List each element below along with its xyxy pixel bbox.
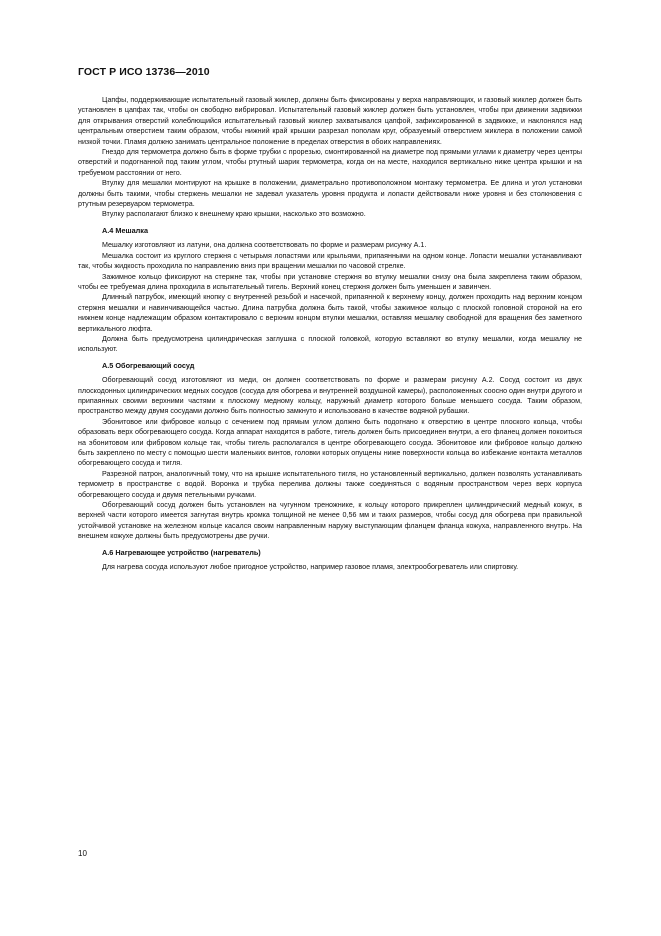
paragraph: Длинный патрубок, имеющий кнопку с внутренней резьбой и насечкой, припаянной к верхнему концу, должен проходить над верхним концом стержня мешалки и навинчивающейся частью. Длина патрубка должна быть такой, чтобы зажимное кольцо с плоской головной стороной на его нижнем конце надлежащим образом контактировало с верхним концом втулки мешалки, оставляя мешалку свободной для вращения без заметного вертикального люфта.: [78, 293, 582, 333]
section-heading-a6: А.6 Нагревающее устройство (нагреватель): [102, 547, 261, 557]
paragraph: Втулку для мешалки монтируют на крышке в положении, диаметрально противоположном монтажу термометра. Ее длина и угол установки должны быть такими, чтобы стержень мешалки не задевал указатель уровня продукта и лопасти действовали ниже уровня и без столкновения с ртутным резервуаром термометра.: [78, 179, 582, 209]
paragraph: Втулку располагают близко к внешнему краю крышки, насколько это возможно.: [102, 210, 366, 219]
paragraph: Цапфы, поддерживающие испытательный газовый жиклер, должны быть фиксированы у верха направляющих, и газовый жиклер должен быть установлен в цапфах так, чтобы он свободно вибрировал. Испытательный газовый жиклер должен быть установлен, чтобы при движении задвижки для открывания отверстий колеблющийся испытательный газовый жиклер захватывался цапфой, зафиксированной в задвижке, и наклонялся над центральным отверстием таким образом, чтобы нижний край крышки разрезал пополам круг, образуемый отверстием жиклера в положении самой низкой точки. Пламя должно занимать центральное положение в пределах отверстия в обоих направлениях.: [78, 96, 582, 146]
paragraph: Разрезной патрон, аналогичный тому, что на крышке испытательного тигля, но установленный вертикально, должен позволять устанавливать термометр в пространстве с водой. Воронка и трубка перелива должны также соединяться с водяным пространством через верх корпуса обогревающего сосуда и двумя петельными ручками.: [78, 469, 582, 499]
paragraph: Обогревающий сосуд должен быть установлен на чугунном треножнике, к кольцу которого прикреплен цилиндрический медный кожух, в верхней части которого имеется загнутая внутрь кромка толщиной не менее 0,56 мм и таких размеров, чтобы сосуд для обогрева при правильной устойчивой установке на железном кольце касался своим направленным наружу выступающим фланцем фланца кожуха, направленного внутрь. На внешнем кожухе должны быть предусмотрены две ручки.: [78, 501, 582, 541]
section-heading-a5: А.5 Обогревающий сосуд: [102, 360, 195, 370]
paragraph: Гнездо для термометра должно быть в форме трубки с прорезью, смонтированной на диаметре под прямыми углами к диаметру через центры отверстий и подогнанной под таким углом, чтобы ртутный шарик термометра, когда он на месте, находился вертикально ниже центра крышки и на требуемом расстоянии от него.: [78, 148, 582, 177]
paragraph: Должна быть предусмотрена цилиндрическая заглушка с плоской головкой, которую вставляют во втулку мешалки, когда мешалку не используют.: [78, 334, 582, 354]
document-header: ГОСТ Р ИСО 13736—2010: [78, 66, 210, 78]
paragraph: Обогревающий сосуд изготовляют из меди, он должен соответствовать по форме и размерам рисунку А.2. Сосуд состоит из двух плоскодонных цилиндрических медных сосудов (сосуда для обогрева и внутренней воздушной камеры), расположенных соосно один внутри другого и припаянных своими верхними частями к плоскому медному кольцу, наружный диаметр которого больше меньшего сосуда. Таким образом, пространство между двумя сосудами должно быть полностью замкнуто и использовано в качестве водяной рубашки.: [78, 376, 582, 416]
paragraph: Зажимное кольцо фиксируют на стержне так, чтобы при установке стержня во втулку мешалки снизу она была закреплена таким образом, чтобы ее требуемая длина проходила в испытательный тигель. Верхний конец стержня должен быть уменьшен и завинчен.: [78, 272, 582, 291]
paragraph: Эбонитовое или фибровое кольцо с сечением под прямым углом должно быть подогнано к отверстию в центре плоского кольца, чтобы образовать верх обогревающего сосуда. Когда аппарат находится в работе, тигель должен быть присоединен внутри, а его фланец должен покоиться на эбонитовом или фибровом кольце так, чтобы тигель располагался в центре обогревающего сосуда. Эбонитовое или фибровое кольцо должно быть закреплено по месту с помощью шести маленьких винтов, головки которых опущены ниже поверхности кольца во избежание контакта металлов обогревающего сосуда и тигля.: [78, 417, 582, 468]
paragraph: Мешалку изготовляют из латуни, она должна соответствовать по форме и размерам рисунку А.1.: [102, 241, 427, 250]
paragraph: Для нагрева сосуда используют любое пригодное устройство, например газовое пламя, электрообогреватель или спиртовку.: [102, 563, 519, 572]
paragraph: Мешалка состоит из круглого стержня с четырьмя лопастями или крыльями, припаянными на одном конце. Лопасти мешалки устанавливают так, чтобы жидкость проходила по направлению вниз при вращении мешалки по часовой стрелке.: [78, 251, 582, 271]
page-number: 10: [78, 849, 87, 858]
section-heading-a4: А.4 Мешалка: [102, 225, 149, 235]
document-body: [78, 95, 582, 572]
